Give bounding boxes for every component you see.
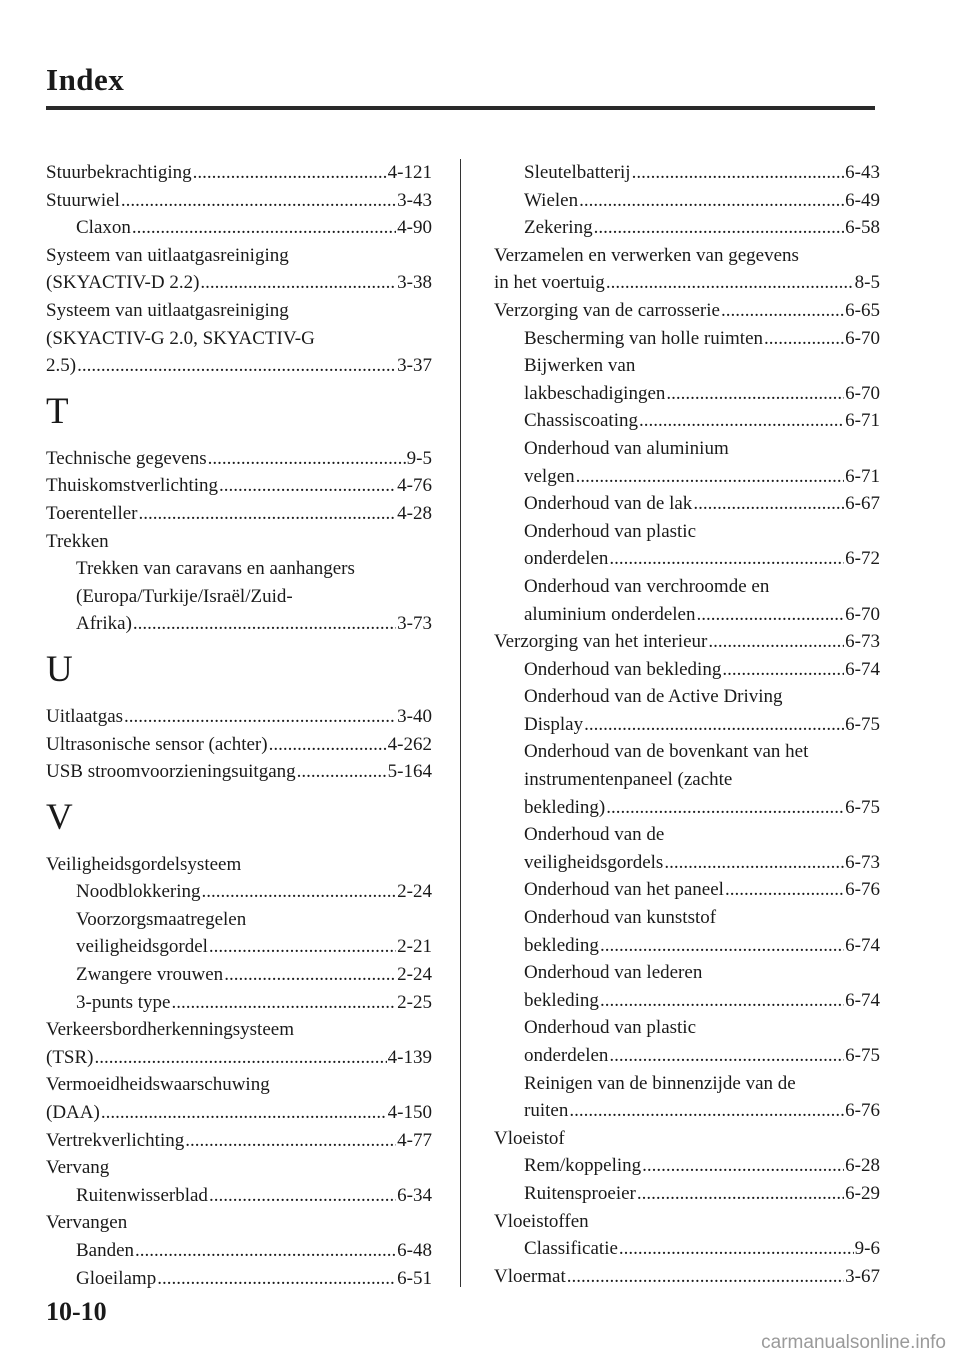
dot-leader bbox=[171, 989, 396, 1017]
index-subentry bbox=[494, 573, 880, 601]
index-subentry bbox=[494, 1070, 880, 1098]
dot-leader bbox=[121, 187, 396, 215]
entry-text: Onderhoud van lederen bbox=[524, 962, 703, 984]
index-subentry bbox=[46, 1265, 432, 1293]
page-reference: 6-43 bbox=[845, 162, 880, 183]
page-reference: 6-74 bbox=[845, 934, 880, 956]
entry-text: ruiten bbox=[524, 1100, 569, 1122]
section-letter: V bbox=[46, 796, 73, 838]
entry-text: Bijwerken van bbox=[524, 355, 636, 377]
index-subentry bbox=[494, 932, 880, 960]
dot-leader bbox=[193, 159, 387, 187]
index-subentry bbox=[494, 518, 880, 546]
entry-text: Afrika) bbox=[76, 613, 132, 635]
dot-leader bbox=[77, 352, 396, 380]
entry-text: veiligheidsgordel bbox=[76, 936, 208, 958]
index-subentry bbox=[494, 1180, 880, 1208]
page-reference: 6-70 bbox=[845, 327, 880, 349]
entry-text: Onderhoud van het paneel bbox=[524, 879, 724, 901]
index-subentry bbox=[494, 159, 880, 187]
entry-text: Onderhoud van verchroomde en bbox=[524, 575, 770, 597]
dot-leader bbox=[135, 1237, 396, 1265]
dot-leader bbox=[600, 987, 844, 1015]
entry-text: Sleutelbatterij bbox=[524, 162, 631, 183]
dot-leader bbox=[693, 490, 844, 518]
page-reference: 4-90 bbox=[397, 217, 432, 239]
index-entry bbox=[46, 352, 432, 380]
entry-text: bekleding bbox=[524, 989, 599, 1011]
entry-text: (DAA) bbox=[46, 1102, 100, 1124]
page-reference: 3-73 bbox=[397, 613, 432, 635]
entry-text: Gloeilamp bbox=[76, 1267, 157, 1289]
dot-leader bbox=[95, 1044, 387, 1072]
dot-leader bbox=[576, 463, 845, 491]
page-reference: 6-67 bbox=[845, 493, 880, 515]
index-subentry bbox=[494, 987, 880, 1015]
index-entry bbox=[46, 1209, 432, 1237]
index-entry bbox=[46, 1071, 432, 1099]
page-reference: 6-74 bbox=[845, 989, 880, 1011]
dot-leader bbox=[664, 849, 844, 877]
index-subentry bbox=[494, 1152, 880, 1180]
dot-leader bbox=[200, 269, 396, 297]
page-reference: 2-24 bbox=[397, 964, 432, 986]
index-subentry bbox=[494, 463, 880, 491]
dot-leader bbox=[725, 876, 844, 904]
index-subentry bbox=[46, 906, 432, 934]
dot-leader bbox=[579, 187, 844, 215]
index-entry bbox=[494, 1263, 880, 1291]
index-subentry bbox=[494, 325, 880, 353]
index-column-right bbox=[494, 159, 880, 1290]
index-entry bbox=[46, 1016, 432, 1044]
index-subentry bbox=[46, 878, 432, 906]
entry-text: onderdelen bbox=[524, 548, 609, 570]
index-subentry bbox=[494, 849, 880, 877]
page-reference: 6-76 bbox=[845, 879, 880, 901]
index-entry bbox=[494, 242, 880, 270]
entry-text: Onderhoud van plastic bbox=[524, 520, 697, 542]
dot-leader bbox=[157, 1265, 396, 1293]
page-reference: 8-5 bbox=[854, 272, 880, 294]
page-reference: 6-28 bbox=[845, 1155, 880, 1177]
index-subentry bbox=[494, 904, 880, 932]
index-entry bbox=[46, 187, 432, 215]
dot-leader bbox=[139, 500, 397, 528]
entry-text: Vermoeidheidswaarschuwing bbox=[46, 1074, 270, 1096]
page-reference: 2-21 bbox=[397, 936, 432, 958]
index-subentry bbox=[494, 435, 880, 463]
entry-text: Verzorging van het interieur bbox=[494, 631, 708, 653]
index-subentry bbox=[494, 794, 880, 822]
page-number: 10-10 bbox=[46, 1297, 107, 1326]
index-subentry bbox=[494, 683, 880, 711]
page-reference: 3-37 bbox=[397, 355, 432, 377]
index-entry bbox=[46, 1099, 432, 1127]
entry-text: Onderhoud van aluminium bbox=[524, 437, 729, 459]
dot-leader bbox=[708, 628, 844, 656]
entry-text: Noodblokkering bbox=[76, 881, 201, 903]
index-subentry bbox=[494, 711, 880, 739]
index-entry bbox=[46, 297, 432, 325]
entry-text: 2.5) bbox=[46, 355, 77, 377]
entry-text: (SKYACTIV-G 2.0, SKYACTIV-G bbox=[46, 327, 315, 349]
page-reference: 3-40 bbox=[397, 705, 432, 727]
page-title: Index bbox=[46, 62, 125, 97]
index-subentry bbox=[46, 1237, 432, 1265]
dot-leader bbox=[224, 961, 396, 989]
entry-text: Stuurwiel bbox=[46, 189, 120, 211]
index-entry bbox=[494, 297, 880, 325]
index-entry bbox=[46, 731, 432, 759]
entry-text: Systeem van uitlaatgasreiniging bbox=[46, 299, 289, 321]
index-entry bbox=[46, 242, 432, 270]
index-entry bbox=[494, 1208, 880, 1236]
entry-text: (SKYACTIV-D 2.2) bbox=[46, 272, 200, 294]
index-entry bbox=[46, 269, 432, 297]
dot-leader bbox=[642, 1152, 844, 1180]
entry-text: Vertrekverlichting bbox=[46, 1129, 185, 1151]
index-entry bbox=[46, 500, 432, 528]
index-entry bbox=[494, 269, 880, 297]
page-reference: 4-150 bbox=[387, 1102, 432, 1124]
entry-text: Banden bbox=[76, 1240, 135, 1261]
section-letter: T bbox=[46, 390, 69, 432]
page-reference: 6-48 bbox=[397, 1240, 432, 1261]
index-subentry bbox=[46, 933, 432, 961]
page-reference: 6-73 bbox=[845, 631, 880, 653]
entry-text: Trekken bbox=[46, 530, 109, 552]
entry-text: onderdelen bbox=[524, 1045, 609, 1066]
page-reference: 6-34 bbox=[397, 1184, 432, 1206]
dot-leader bbox=[632, 159, 845, 187]
entry-text: Vervangen bbox=[46, 1212, 128, 1234]
index-entry bbox=[46, 1044, 432, 1072]
index-subentry bbox=[46, 555, 432, 583]
index-subentry bbox=[494, 766, 880, 794]
entry-text: Verkeersbordherkenningsysteem bbox=[46, 1019, 294, 1041]
entry-text: Ruitensproeier bbox=[524, 1182, 636, 1204]
entry-text: Systeem van uitlaatgasreiniging bbox=[46, 244, 289, 266]
entry-text: USB stroomvoorzieningsuitgang bbox=[46, 761, 296, 783]
entry-text: Verzamelen en verwerken van gegevens bbox=[494, 244, 799, 266]
entry-text: (Europa/Turkije/Israël/Zuid- bbox=[76, 585, 293, 607]
index-subentry bbox=[494, 407, 880, 435]
entry-text: Toerenteller bbox=[46, 502, 138, 524]
dot-leader bbox=[584, 711, 844, 739]
index-subentry bbox=[494, 656, 880, 684]
index-entry bbox=[46, 472, 432, 500]
entry-text: Chassiscoating bbox=[524, 410, 638, 432]
entry-text: Zwangere vrouwen bbox=[76, 964, 224, 986]
page-reference: 6-73 bbox=[845, 851, 880, 873]
index-subentry bbox=[46, 583, 432, 611]
entry-text: Trekken van caravans en aanhangers bbox=[76, 558, 355, 580]
dot-leader bbox=[721, 297, 844, 325]
page-reference: 6-70 bbox=[845, 382, 880, 404]
index-subentry bbox=[494, 187, 880, 215]
page-reference: 3-38 bbox=[397, 272, 432, 294]
dot-leader bbox=[297, 758, 387, 786]
dot-leader bbox=[639, 407, 844, 435]
index-subentry bbox=[46, 214, 432, 242]
index-subentry bbox=[494, 1235, 880, 1263]
dot-leader bbox=[666, 380, 844, 408]
entry-text: bekleding) bbox=[524, 796, 606, 818]
entry-text: Uitlaatgas bbox=[46, 705, 124, 727]
page-reference: 4-262 bbox=[387, 733, 432, 755]
index-subentry bbox=[494, 1014, 880, 1042]
index-subentry bbox=[494, 380, 880, 408]
page-reference: 4-77 bbox=[397, 1129, 432, 1151]
index-subentry bbox=[46, 989, 432, 1017]
entry-text: Display bbox=[524, 713, 584, 735]
dot-leader bbox=[202, 878, 397, 906]
entry-text: Technische gegevens bbox=[46, 447, 207, 469]
page-reference: 6-75 bbox=[845, 713, 880, 735]
entry-text: bekleding bbox=[524, 934, 599, 956]
page-reference: 6-75 bbox=[845, 1045, 880, 1066]
index-subentry bbox=[494, 214, 880, 242]
index-entry bbox=[46, 851, 432, 879]
entry-text: instrumentenpaneel (zachte bbox=[524, 769, 733, 791]
index-subentry bbox=[494, 601, 880, 629]
entry-text: Onderhoud van de bbox=[524, 824, 665, 846]
dot-leader bbox=[619, 1235, 854, 1263]
page-reference: 5-164 bbox=[387, 761, 432, 783]
entry-text: Vloermat bbox=[494, 1265, 566, 1287]
dot-leader bbox=[269, 731, 387, 759]
dot-leader bbox=[124, 703, 396, 731]
dot-leader bbox=[185, 1127, 396, 1155]
page-reference: 3-43 bbox=[397, 189, 432, 211]
entry-text: Onderhoud van bekleding bbox=[524, 658, 722, 680]
index-subentry bbox=[46, 1182, 432, 1210]
dot-leader bbox=[567, 1263, 844, 1291]
index-column-left bbox=[46, 159, 432, 1292]
entry-text: lakbeschadigingen bbox=[524, 382, 666, 404]
index-entry bbox=[46, 325, 432, 353]
entry-text: Vloeistoffen bbox=[494, 1210, 589, 1232]
dot-leader bbox=[569, 1097, 844, 1125]
index-subentry bbox=[494, 821, 880, 849]
page-reference: 6-70 bbox=[845, 603, 880, 625]
entry-text: Bescherming van holle ruimten bbox=[524, 327, 764, 349]
dot-leader bbox=[101, 1099, 387, 1127]
page-reference: 6-58 bbox=[845, 217, 880, 239]
entry-text: Onderhoud van plastic bbox=[524, 1017, 697, 1039]
index-subentry bbox=[494, 1097, 880, 1125]
dot-leader bbox=[637, 1180, 844, 1208]
entry-text: aluminium onderdelen bbox=[524, 603, 696, 625]
dot-leader bbox=[606, 269, 854, 297]
entry-text: Claxon bbox=[76, 217, 131, 239]
index-subentry bbox=[494, 352, 880, 380]
index-subentry bbox=[494, 490, 880, 518]
index-entry bbox=[46, 528, 432, 556]
entry-text: Zekering bbox=[524, 217, 593, 239]
page-reference: 4-76 bbox=[397, 475, 432, 497]
entry-text: velgen bbox=[524, 465, 575, 487]
entry-text: Reinigen van de binnenzijde van de bbox=[524, 1072, 796, 1094]
index-entry bbox=[46, 703, 432, 731]
index-subentry bbox=[494, 876, 880, 904]
entry-text: Onderhoud van de Active Driving bbox=[524, 686, 783, 708]
dot-leader bbox=[208, 445, 406, 473]
column-divider bbox=[460, 159, 461, 1287]
dot-leader bbox=[600, 932, 844, 960]
entry-text: Voorzorgsmaatregelen bbox=[76, 908, 247, 930]
page-reference: 6-71 bbox=[845, 410, 880, 432]
page-reference: 4-121 bbox=[387, 162, 432, 183]
page-reference: 9-6 bbox=[854, 1238, 880, 1260]
header-rule bbox=[46, 106, 875, 110]
dot-leader bbox=[133, 610, 396, 638]
page-reference: 3-67 bbox=[845, 1265, 880, 1287]
index-subentry bbox=[494, 959, 880, 987]
page-reference: 6-72 bbox=[845, 548, 880, 570]
entry-text: (TSR) bbox=[46, 1046, 94, 1068]
index-entry bbox=[46, 758, 432, 786]
dot-leader bbox=[132, 214, 396, 242]
entry-text: Stuurbekrachtiging bbox=[46, 162, 192, 183]
dot-leader bbox=[594, 214, 845, 242]
entry-text: Onderhoud van kunststof bbox=[524, 907, 717, 929]
index-subentry bbox=[494, 545, 880, 573]
dot-leader bbox=[219, 472, 396, 500]
index-entry bbox=[494, 628, 880, 656]
page-reference: 6-65 bbox=[845, 299, 880, 321]
entry-text: Ruitenwisserblad bbox=[76, 1184, 208, 1206]
page-reference: 6-71 bbox=[845, 465, 880, 487]
page-reference: 6-29 bbox=[845, 1182, 880, 1204]
entry-text: veiligheidsgordels bbox=[524, 851, 664, 873]
entry-text: Ultrasonische sensor (achter) bbox=[46, 733, 268, 755]
page-reference: 2-25 bbox=[397, 991, 432, 1013]
index-entry bbox=[494, 1125, 880, 1153]
page-reference: 6-75 bbox=[845, 796, 880, 818]
dot-leader bbox=[209, 1182, 396, 1210]
entry-text: Wielen bbox=[524, 189, 579, 211]
dot-leader bbox=[722, 656, 844, 684]
index-subentry bbox=[46, 610, 432, 638]
page-reference: 9-5 bbox=[406, 447, 432, 469]
index-subentry bbox=[494, 1042, 880, 1070]
index-entry bbox=[46, 1154, 432, 1182]
entry-text: Rem/koppeling bbox=[524, 1155, 642, 1177]
entry-text: 3-punts type bbox=[76, 991, 171, 1013]
entry-text: Veiligheidsgordelsysteem bbox=[46, 853, 242, 875]
index-entry bbox=[46, 159, 432, 187]
index-entry bbox=[46, 1127, 432, 1155]
dot-leader bbox=[609, 545, 844, 573]
entry-text: Onderhoud van de lak bbox=[524, 493, 693, 515]
dot-leader bbox=[764, 325, 844, 353]
section-letter: U bbox=[46, 648, 73, 690]
entry-text: Vervang bbox=[46, 1157, 110, 1179]
page-reference: 4-139 bbox=[387, 1046, 432, 1068]
index-subentry bbox=[494, 738, 880, 766]
entry-text: Verzorging van de carrosserie bbox=[494, 299, 720, 321]
entry-text: Classificatie bbox=[524, 1238, 618, 1260]
entry-text: Onderhoud van de bovenkant van het bbox=[524, 741, 809, 763]
page-reference: 6-74 bbox=[845, 658, 880, 680]
page-reference: 4-28 bbox=[397, 502, 432, 524]
dot-leader bbox=[209, 933, 396, 961]
entry-text: Vloeistof bbox=[494, 1127, 565, 1149]
dot-leader bbox=[696, 601, 844, 629]
page-reference: 6-76 bbox=[845, 1100, 880, 1122]
entry-text: Thuiskomstverlichting bbox=[46, 475, 219, 497]
page-reference: 6-51 bbox=[397, 1267, 432, 1289]
dot-leader bbox=[606, 794, 844, 822]
watermark: carmanualsonline.info bbox=[761, 1332, 946, 1353]
index-subentry bbox=[46, 961, 432, 989]
page-reference: 2-24 bbox=[397, 881, 432, 903]
index-entry bbox=[46, 445, 432, 473]
entry-text: in het voertuig bbox=[494, 272, 605, 294]
dot-leader bbox=[609, 1042, 844, 1070]
page-reference: 6-49 bbox=[845, 189, 880, 211]
